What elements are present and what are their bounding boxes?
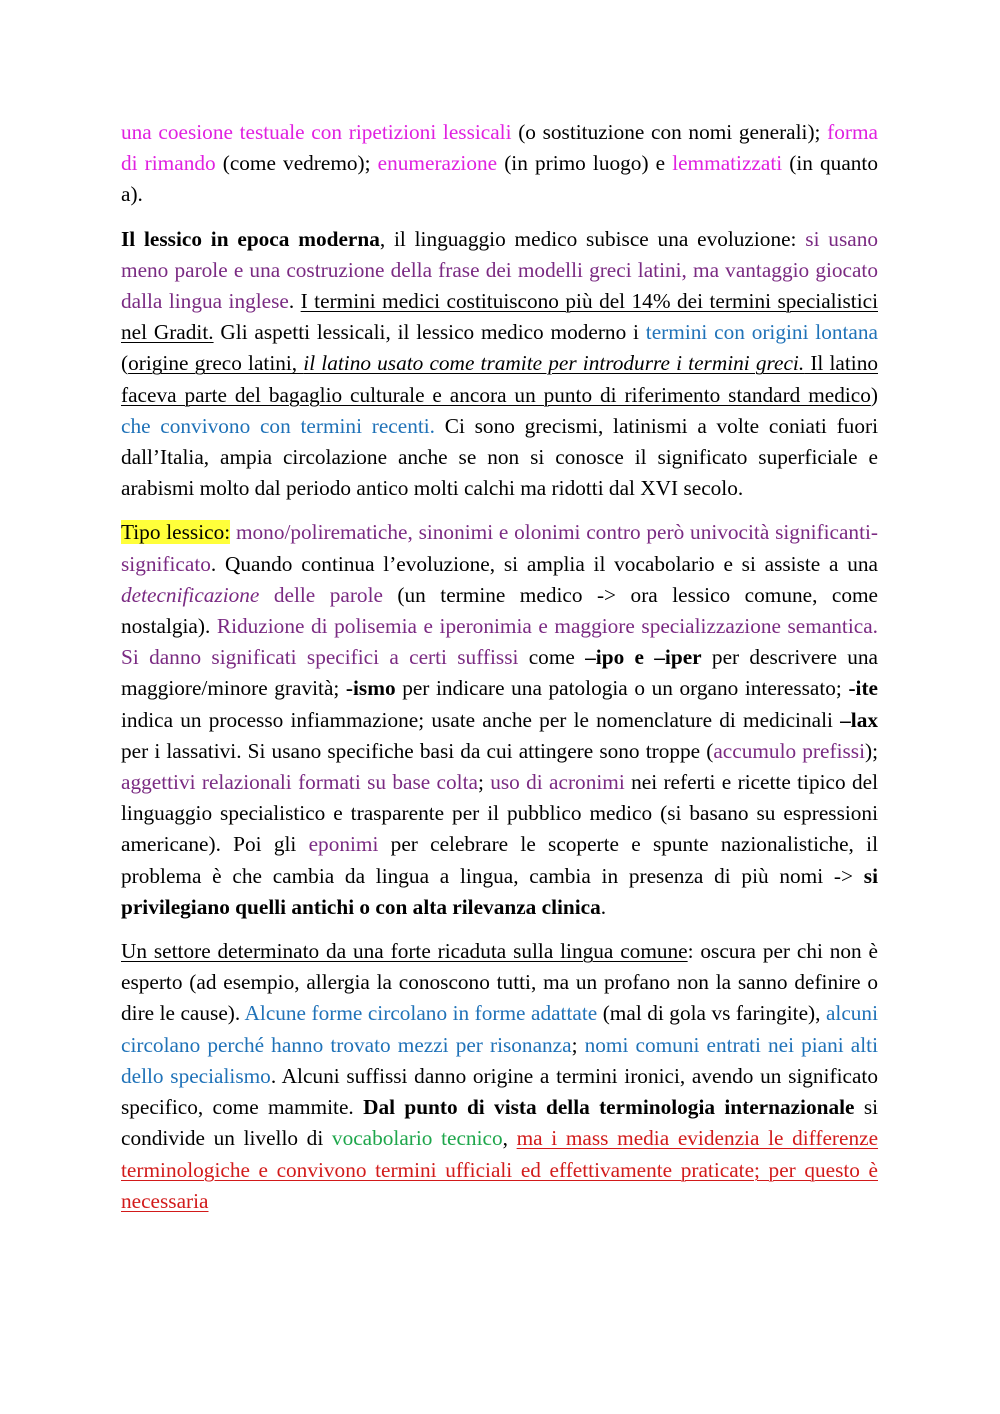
text-run: forma di rimando [121, 120, 878, 176]
text-run: Alcune forme circolano in forme adattate [244, 1001, 598, 1026]
text-run: Dal punto di vista della terminologia internazionale [363, 1095, 855, 1120]
text-run: indica un processo infiammazione; usate anche per le nomenclature di medicinali [121, 707, 841, 732]
text-run: accumulo prefissi [713, 738, 865, 763]
text-run: alcuni circolano perché hanno trovato mezzi per risonanza [121, 1001, 878, 1057]
text-run: si privilegiano quelli antichi o con alta rilevanza clinica [121, 863, 878, 919]
text-run: -ismo [345, 676, 396, 701]
text-run: (o sostituzione con nomi generali); [511, 120, 828, 144]
text-run: Gli aspetti lessicali, il lessico medico moderno i [213, 320, 646, 345]
text-run: come [518, 645, 586, 670]
text-run: per descrivere una maggiore/minore gravità; [121, 645, 878, 701]
text-run: nomi comuni entrati nei piani alti dello specialismo [121, 1032, 878, 1088]
text-run: lemmatizzati [672, 151, 783, 176]
text-run: (un termine medico -> ora lessico comune, come nostalgia). [121, 582, 878, 639]
text-run: Un settore determinato da una forte ricaduta sulla lingua comune [121, 939, 688, 964]
text-run: (mal di gola vs faringite), [597, 1001, 826, 1026]
text-run: , [502, 1126, 517, 1151]
text-run: (in primo luogo) e [497, 151, 673, 176]
text-run: ) [870, 382, 878, 407]
text-run: -ite [848, 676, 878, 701]
text-run: . [288, 289, 301, 314]
paragraph-tipo-lessico [121, 517, 878, 923]
paragraph-settore-lingua-comune [121, 936, 878, 1217]
text-run: una coesione testuale con ripetizioni lessicali [121, 120, 512, 144]
text-run: delle parole [273, 582, 383, 607]
paragraph-lessico-moderno [121, 224, 878, 505]
text-run: Riduzione di polisemia e iperonimia e maggiore specializzazione semantica. [216, 614, 878, 639]
text-run: vocabolario tecnico [331, 1126, 503, 1151]
text-run: aggettivi relazionali formati su base colta [121, 770, 478, 795]
text-run: detecnificazione [121, 582, 260, 607]
text-run: I termini medici costituiscono più del 14% dei termini specialistici nel Gradit. [121, 289, 878, 345]
text-run: si condivide un livello di [121, 1095, 879, 1151]
text-run: ma i mass media evidenzia le differenze terminologiche e convivono termini ufficiali ed effettivamente praticate; per questo è necessaria [121, 1126, 879, 1213]
text-run: mono/polirematiche, sinonimi e olonimi contro però univocità significanti-significato [121, 520, 878, 576]
text-run: (come vedremo); [215, 151, 378, 176]
text-run: Ci sono grecismi, latinismi a volte coniati fuori dall’Italia, ampia circolazione anche se non si conosce il significato superficiale e arabismi molto dal periodo antico molti calchi ma ridotti dal XVI secolo. [121, 413, 878, 501]
text-run: –lax [840, 707, 878, 732]
text-run: –ipo e –iper [585, 645, 702, 670]
text-run: per celebrare le scoperte e spunte nazionalistiche, il problema è che cambia da lingua a lingua, cambia in presenza di più nomi -> [121, 832, 878, 888]
text-run: Il latino faceva parte del bagaglio culturale e ancora un punto di riferimento standard medico [121, 351, 878, 407]
text-run: Il lessico in epoca moderna [121, 226, 380, 251]
text-run: che convivono con termini recenti. [121, 413, 435, 438]
text-run: il latino usato come tramite per introdurre i termini greci. [303, 351, 805, 376]
paragraph-coesione [121, 117, 878, 211]
text-run: Si danno significati specifici a certi suffissi [121, 645, 519, 670]
document-page [121, 117, 878, 1230]
text-run: (in quanto a). [121, 151, 878, 207]
text-run: Tipo lessico: [121, 520, 231, 545]
text-run: enumerazione [377, 151, 498, 176]
text-run [259, 583, 273, 607]
text-run: si usano meno parole e una costruzione della frase dei modelli greci latini, ma vantaggio giocato dalla lingua inglese [121, 226, 878, 314]
text-run: uso di acronimi [490, 770, 625, 795]
text-run: nei referti e ricette tipico del linguaggio specialistico e trasparente per il pubblico medico (si basano su espressioni americane). Poi gli [121, 770, 879, 857]
text-run: per i lassativi. Si usano specifiche basi da cui attingere sono troppe ( [121, 738, 714, 763]
text-run: eponimi [308, 832, 379, 857]
text-run: termini con origini lontana [645, 320, 878, 345]
text-run: . Quando continua l’evoluzione, si amplia il vocabolario e si assiste a una [210, 551, 878, 576]
text-run: : oscura per chi non è esperto (ad esempio, allergia la conoscono tutti, ma un profano non la sanno definire o dire le cause). [121, 939, 878, 1026]
text-run: per indicare una patologia o un organo interessato; [395, 676, 849, 701]
text-run: ( [121, 351, 129, 376]
text-run: ; [571, 1032, 585, 1057]
text-run: ); [864, 738, 878, 763]
text-run: . Alcuni suffissi danno origine a termini ironici, avendo un significato specifico, come mammite. [121, 1063, 878, 1120]
text-run: , il linguaggio medico subisce una evoluzione: [379, 226, 806, 251]
text-run: origine greco latini, [128, 351, 304, 376]
text-run: . [600, 894, 607, 919]
text-run: ; [477, 770, 491, 795]
